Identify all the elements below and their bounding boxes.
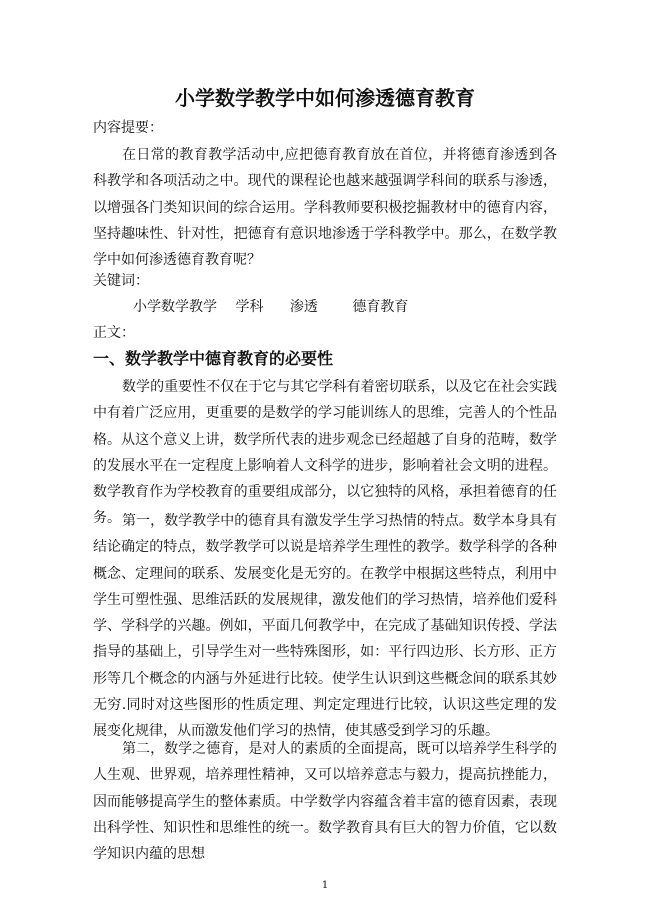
section-heading: 一、数学教学中德育教育的必要性: [93, 349, 334, 368]
summary-label: 内容提要：: [93, 120, 163, 136]
summary-paragraph: 在日常的教育教学活动中,应把德育教育放在首位，并将德育渗透到各科教学和各项活动之中。现代的课程论也越来越强调学科间的联系与渗透，以增强各门类知识间的综合运用。学科教师要积极挖掘教材中的德育内容，坚持趣味性、针对性，把德育有意识地渗透于学科教学中。那么，在数学教学中如何渗透德育教育呢？: [93, 147, 557, 269]
keyword: 学科: [235, 299, 264, 315]
document-title: 小学数学教学中如何渗透德育教育: [175, 86, 475, 110]
body-label: 正文：: [93, 325, 135, 341]
keyword: 小学数学教学: [133, 299, 217, 315]
body-paragraph: 数学的重要性不仅在于它与其它学科有着密切联系，以及它在社会实践中有着广泛应用，更重要的是数学的学习能训练人的思维，完善人的个性品格。从这个意义上讲，数学所代表的进步观念已经超越了自身的范畴，数学的发展水平在一定程度上影响着人文科学的进步，影响着社会文明的进程。数学教育作为学校教育的重要组成部分，以它独特的风格，承担着德育的任务。: [93, 379, 557, 527]
keyword: 德育教育: [352, 299, 409, 315]
keyword: 渗透: [289, 299, 318, 315]
body-paragraph: 第二，数学之德育，是对人的素质的全面提高，既可以培养学生科学的人生观、世界观，培养理性精神，又可以培养意志与毅力，提高抗挫能力，因而能够提高学生的整体素质。中学数学内容蕴含着丰富的德育因素，表现出科学性、知识性和思维性的统一。数学教育具有巨大的智力价值，它以数学知识内蕴的思想: [93, 741, 557, 863]
keywords-list: [133, 294, 408, 320]
page-number: 1: [321, 880, 329, 891]
keywords-label: 关键词：: [93, 273, 149, 289]
body-paragraph: 第一，数学教学中的德育具有激发学生学习热情的特点。数学本身具有结论确定的特点，数学教学可以说是培养学生理性的教学。数学科学的各种概念、定理间的联系、发展变化是无穷的。在教学中根据这些特点，利用中学生可塑性强、思维活跃的发展规律，激发他们的学习热情，培养他们爱科学、学科学的兴趣。例如，平面几何教学中，在完成了基础知识传授、学法指导的基础上，引导学生对一些特殊图形，如：平行四边形、长方形、正方形等几个概念的内涵与外延进行比较。使学生认识到这些概念间的联系其妙无穷.同时对这些图形的性质定理、判定定理进行比较，认识这些定理的发展变化规律，从而激发他们学习的热情，使其感受到学习的乐趣。: [93, 513, 557, 740]
